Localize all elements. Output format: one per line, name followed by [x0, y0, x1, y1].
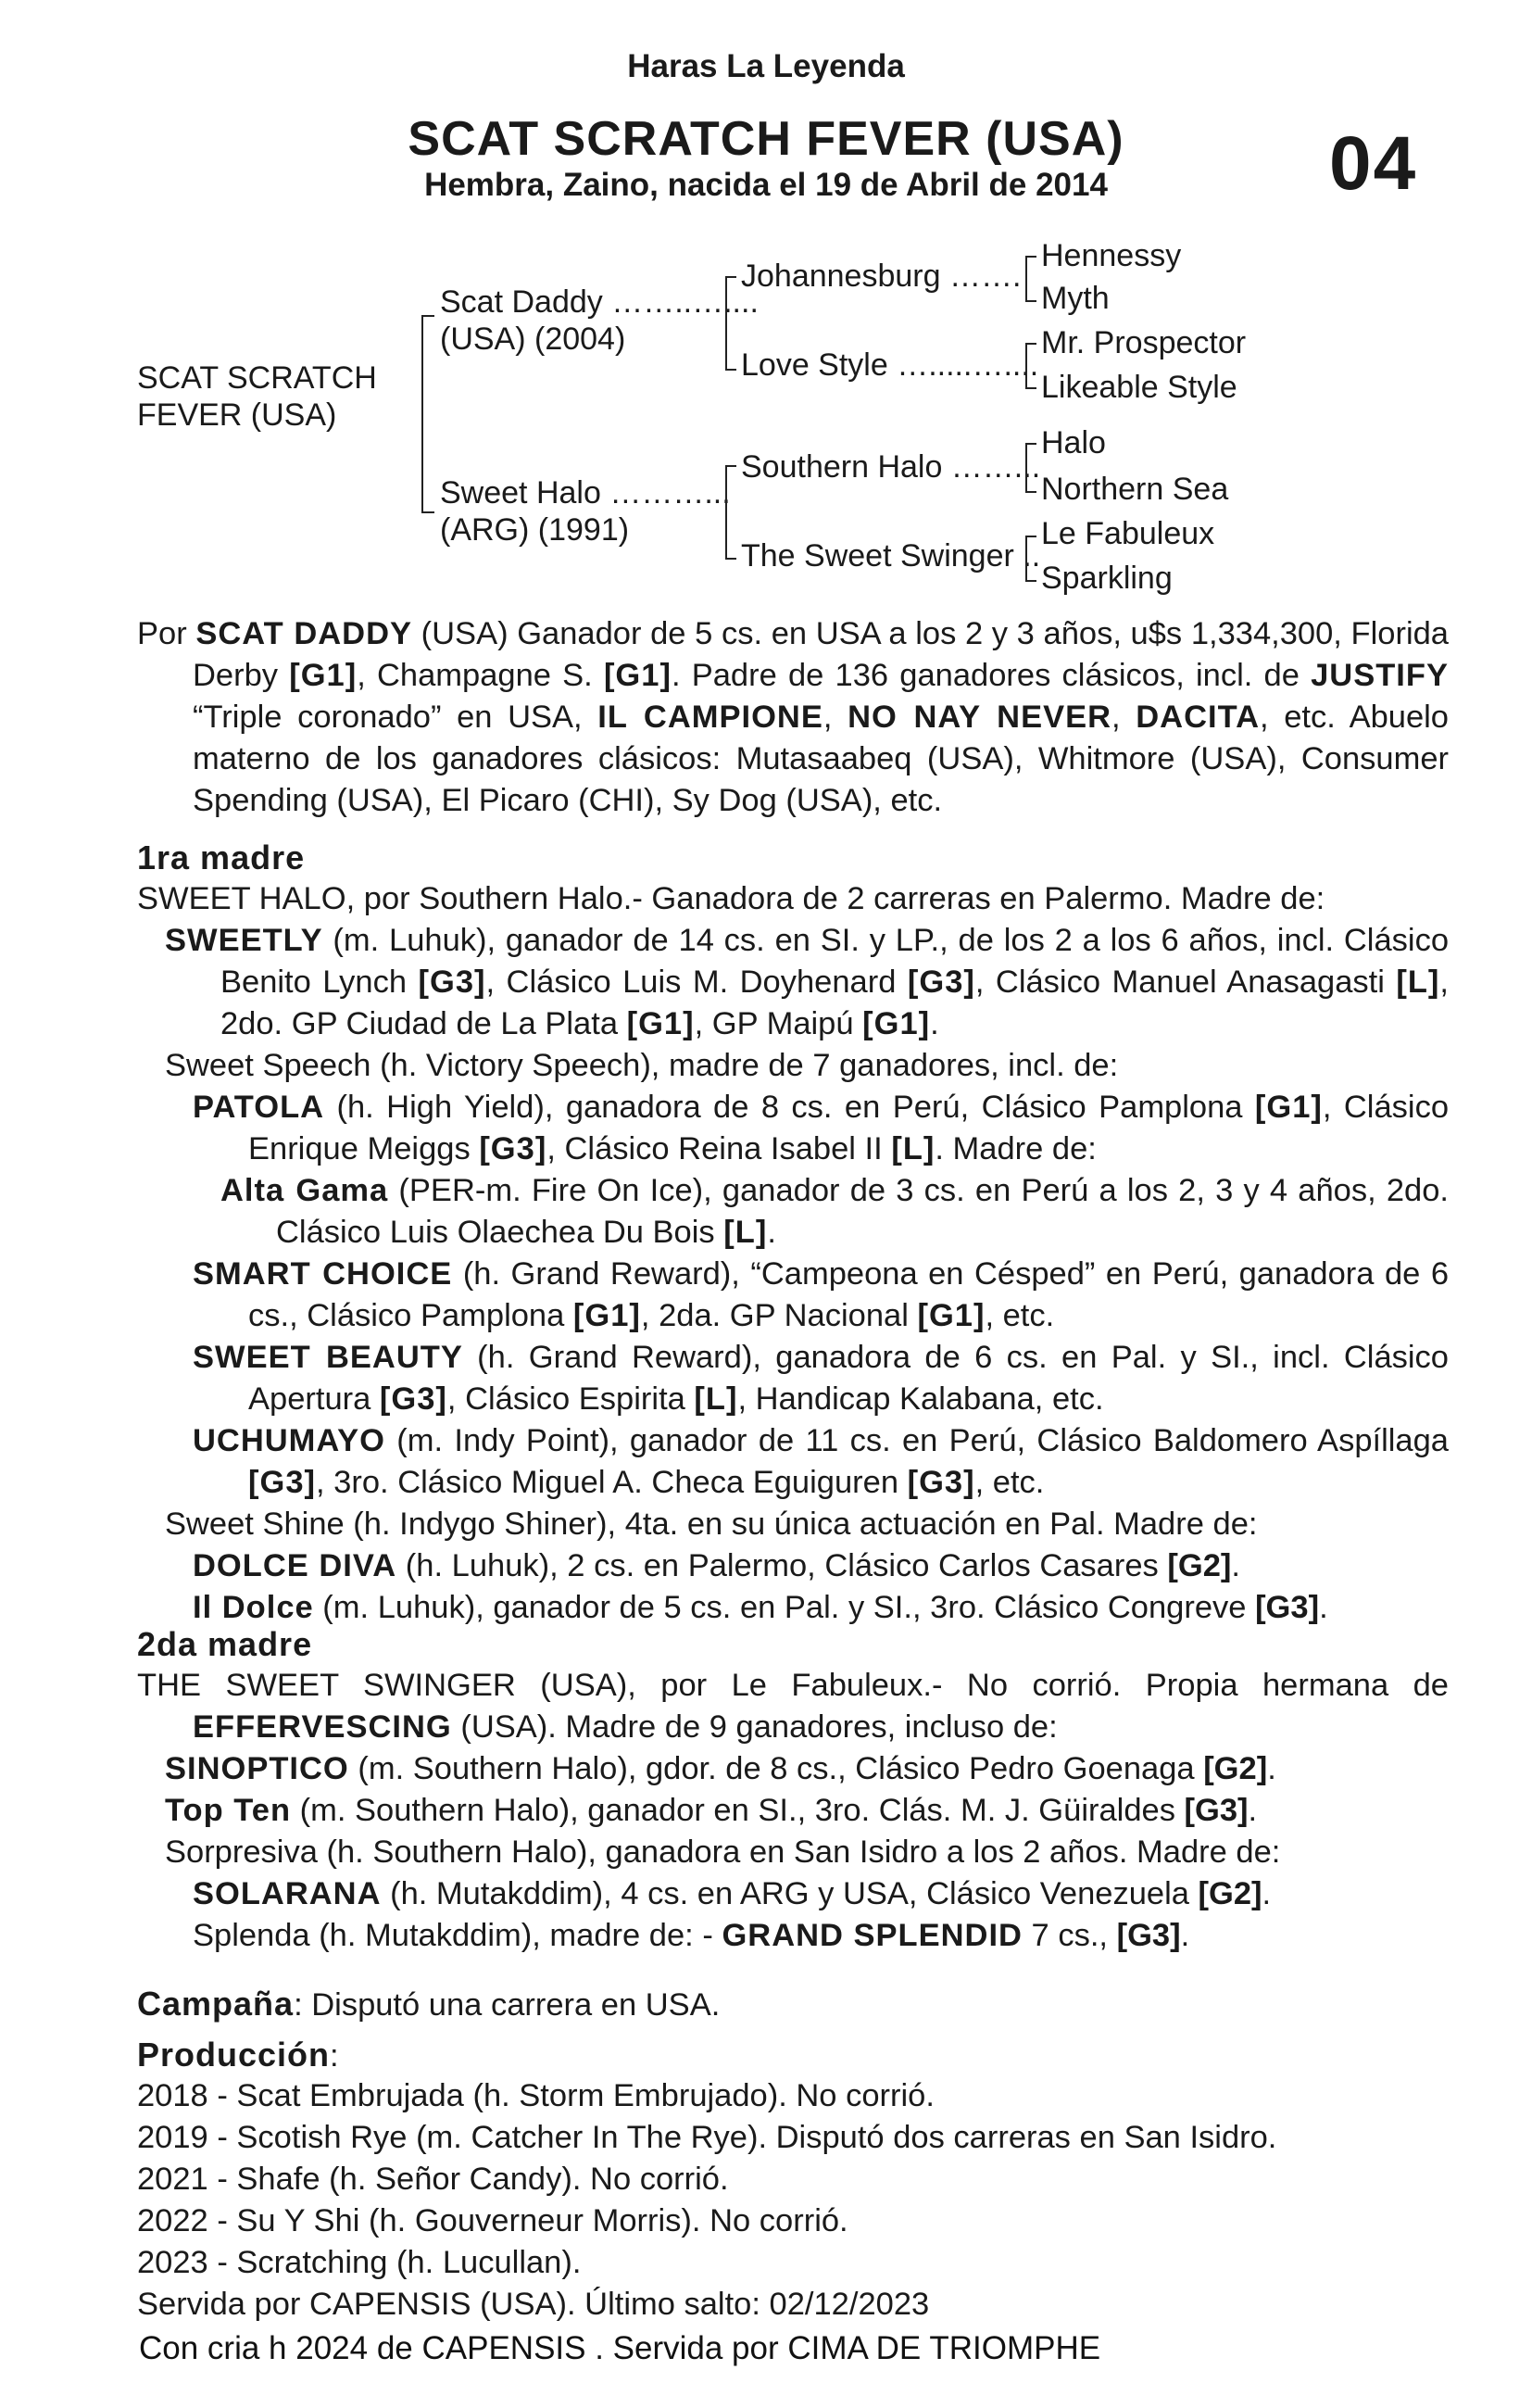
offspring-alta-gama	[220, 1170, 1449, 1254]
second-dam-intro	[137, 1665, 1449, 1748]
entry-text: , 2do. GP Ciudad de La Plata	[220, 964, 1449, 1041]
entry-text: (h. Grand Reward), ganadora de 6 cs. en Pal. y SI., incl. Clásico Apertura	[248, 1340, 1449, 1417]
grade-badge: [G3]	[1184, 1793, 1249, 1828]
entry-text: , Clásico Manuel Anasagasti	[974, 964, 1397, 1000]
sire-text: . Padre de 136 ganadores clásicos, incl. de	[671, 658, 1312, 693]
grade-badge: [G3]	[1116, 1918, 1181, 1953]
entry-text: .	[1180, 1918, 1190, 1953]
sire-name: SCAT DADDY	[195, 616, 413, 651]
offspring-top-ten	[165, 1790, 1257, 1832]
horse-name: EFFERVESCING	[193, 1709, 452, 1745]
production-heading	[137, 2034, 339, 2077]
production-label: Producción	[137, 2036, 331, 2074]
servida-line: Servida por CAPENSIS (USA). Último salto: 02/12/2023	[137, 2287, 930, 2322]
horse-name: SMART CHOICE	[193, 1256, 453, 1292]
entry-text: (m. Southern Halo), ganador en SI., 3ro. Clás. M. J. Güiraldes	[291, 1793, 1185, 1828]
entry-text: . Madre de:	[935, 1131, 1097, 1166]
sorpresiva-entry: Sorpresiva (h. Southern Halo), ganadora en San Isidro a los 2 años. Madre de:	[165, 1834, 1281, 1870]
entry-text: , Clásico Espirita	[446, 1381, 695, 1417]
second-dam-heading: 2da madre	[137, 1625, 313, 1663]
offspring-name: IL CAMPIONE	[597, 700, 823, 735]
horse-name: SWEET BEAUTY	[193, 1340, 463, 1375]
entry-text: , GP Maipú	[694, 1006, 863, 1041]
pedigree-sire-dam: Love Style ….....…....	[741, 347, 1039, 383]
horse-name: SINOPTICO	[165, 1751, 349, 1786]
offspring-solarana	[193, 1873, 1271, 1915]
entry-text: (m. Luhuk), ganador de 5 cs. en Pal. y SI., 3ro. Clásico Congreve	[313, 1590, 1256, 1625]
pedigree-dam-origin: (ARG) (1991)	[440, 512, 630, 548]
offspring-dolce-diva	[193, 1545, 1240, 1587]
grade-badge: [G3]	[1255, 1590, 1320, 1625]
pedigree-bracket-dam	[725, 465, 736, 560]
pedigree-subject-line2: FEVER (USA)	[137, 397, 337, 433]
entry-text: , etc.	[974, 1465, 1045, 1500]
entry-text: .	[930, 1006, 939, 1041]
grade-badge: [G1]	[626, 1006, 695, 1041]
entry-text: .	[1319, 1590, 1328, 1625]
grade-badge: [G3]	[248, 1465, 316, 1500]
horse-name: UCHUMAYO	[193, 1423, 385, 1458]
sire-text: , Champagne S.	[357, 658, 604, 693]
entry-text: .	[1231, 1548, 1240, 1583]
sire-text: , etc. Abuelo materno de los ganadores clásicos: Mutasaabeq (USA), Whitmore (USA), Consumer Spending (USA), El Picaro (CHI), Sy Dog (USA), etc.	[193, 700, 1449, 818]
entry-text: , 3ro. Clásico Miguel A. Checa Eguiguren	[316, 1465, 908, 1500]
production-item: 2018 - Scat Embrujada (h. Storm Embrujado). No corrió.	[137, 2078, 935, 2113]
entry-text: .	[1248, 1793, 1258, 1828]
entry-text: , Clásico Reina Isabel II	[546, 1131, 892, 1166]
entry-text: .	[1267, 1751, 1276, 1786]
grade-badge: [G1]	[572, 1298, 641, 1333]
horse-subtitle: Hembra, Zaino, nacida el 19 de Abril de 2014	[424, 167, 1108, 203]
offspring-il-dolce	[193, 1587, 1328, 1629]
entry-text: , Handicap Kalabana, etc.	[737, 1381, 1104, 1417]
production-item: 2023 - Scratching (h. Lucullan).	[137, 2245, 582, 2280]
offspring-name: DACITA	[1136, 700, 1261, 735]
entry-text: (m. Indy Point), ganador de 11 cs. en Perú, Clásico Baldomero Aspíllaga	[385, 1423, 1449, 1458]
offspring-sweet-beauty	[193, 1337, 1449, 1420]
offspring-uchumayo	[193, 1420, 1449, 1504]
haras-name: Haras La Leyenda	[627, 48, 905, 84]
offspring-sinoptico	[165, 1748, 1276, 1790]
entry-text: (h. High Yield), ganadora de 8 cs. en Perú, Clásico Pamplona	[324, 1090, 1255, 1125]
con-cria-line: Con cria h 2024 de CAPENSIS . Servida por CIMA DE TRIOMPHE	[139, 2330, 1101, 2366]
pedigree-sds: Mr. Prospector	[1041, 325, 1247, 360]
pedigree-ddd: Sparkling	[1041, 561, 1173, 596]
pedigree-sire: Scat Daddy ……..…....	[440, 284, 759, 320]
pedigree-sss: Hennessy	[1041, 238, 1182, 273]
offspring-sweetly	[165, 920, 1449, 1045]
entry-text: , etc.	[985, 1298, 1055, 1333]
production-item: 2019 - Scotish Rye (m. Catcher In The Rye). Disputó dos carreras en San Isidro.	[137, 2120, 1277, 2155]
entry-text: (h. Grand Reward), “Campeona en Césped” en Perú, ganadora de 6 cs., Clásico Pamplona	[248, 1256, 1450, 1333]
entry-text: THE SWEET SWINGER (USA), por Le Fabuleux.- No corrió. Propia hermana de	[137, 1668, 1449, 1703]
first-dam-heading: 1ra madre	[137, 838, 306, 876]
grade-badge: [G1]	[289, 658, 358, 693]
production-item: 2021 - Shafe (h. Señor Candy). No corrió.	[137, 2162, 729, 2197]
pedigree-subject-line1: SCAT SCRATCH	[137, 360, 377, 396]
grade-badge: [L]	[1396, 964, 1440, 1000]
entry-text: 7 cs.,	[1022, 1918, 1117, 1953]
grade-badge: [G3]	[379, 1381, 447, 1417]
pedigree-sdd: Likeable Style	[1041, 370, 1237, 405]
grade-badge: [G1]	[917, 1298, 986, 1333]
horse-title: SCAT SCRATCH FEVER (USA)	[408, 112, 1124, 166]
sire-text: ,	[823, 700, 848, 735]
pedigree-bracket-ss	[1025, 256, 1036, 302]
offspring-name: NO NAY NEVER	[848, 700, 1112, 735]
splenda-entry	[193, 1915, 1189, 1957]
pedigree-dsd: Northern Sea	[1041, 472, 1229, 507]
horse-name: Alta Gama	[220, 1173, 389, 1208]
grade-badge: [G1]	[603, 658, 672, 693]
grade-badge: [G1]	[1254, 1090, 1323, 1125]
horse-name: GRAND SPLENDID	[722, 1918, 1023, 1953]
entry-text: .	[767, 1215, 776, 1250]
grade-badge: [G3]	[418, 964, 486, 1000]
pedigree-ssd: Myth	[1041, 281, 1110, 316]
grade-badge: [G3]	[479, 1131, 547, 1166]
pedigree-bracket-gen1	[421, 315, 434, 513]
entry-text: .	[1262, 1876, 1272, 1911]
entry-text: (h. Luhuk), 2 cs. en Palermo, Clásico Carlos Casares	[396, 1548, 1168, 1583]
sire-paragraph	[137, 613, 1449, 822]
sire-text: Por	[137, 616, 196, 651]
campaign-label: Campaña	[137, 1985, 295, 2023]
entry-text: , Clásico Luis M. Doyhenard	[485, 964, 908, 1000]
pedigree-bracket-sd	[1025, 343, 1036, 389]
grade-badge: [L]	[891, 1131, 936, 1166]
sweet-shine-entry: Sweet Shine (h. Indygo Shiner), 4ta. en su única actuación en Pal. Madre de:	[165, 1507, 1258, 1542]
campaign-text: : Disputó una carrera en USA.	[294, 1987, 721, 2023]
horse-name: DOLCE DIVA	[193, 1548, 397, 1583]
offspring-smart-choice	[193, 1254, 1449, 1337]
offspring-name: JUSTIFY	[1311, 658, 1449, 693]
grade-badge: [G3]	[907, 1465, 975, 1500]
pedigree-sire-sire: Johannesburg …….	[741, 258, 1022, 294]
grade-badge: [G2]	[1167, 1548, 1232, 1583]
entry-text: (h. Mutakddim), 4 cs. en ARG y USA, Clásico Venezuela	[381, 1876, 1199, 1911]
offspring-patola	[193, 1087, 1449, 1170]
pedigree-dss: Halo	[1041, 425, 1106, 460]
pedigree-dds: Le Fabuleux	[1041, 516, 1215, 551]
pedigree-sire-origin: (USA) (2004)	[440, 321, 626, 357]
horse-name: SOLARANA	[193, 1876, 382, 1911]
grade-badge: [L]	[694, 1381, 738, 1417]
entry-text: (m. Luhuk), ganador de 14 cs. en SI. y LP., de los 2 a los 6 años, incl. Clásico Benito Lynch	[220, 923, 1449, 1000]
pedigree-dam-sire: Southern Halo ……...	[741, 449, 1041, 485]
sire-text: “Triple coronado” en USA,	[193, 700, 598, 735]
grade-badge: [G2]	[1203, 1751, 1268, 1786]
grade-badge: [L]	[723, 1215, 768, 1250]
horse-name: PATOLA	[193, 1090, 325, 1125]
entry-text: Splenda (h. Mutakddim), madre de: -	[193, 1918, 722, 1953]
grade-badge: [G2]	[1198, 1876, 1262, 1911]
entry-text: , Clásico Enrique Meiggs	[248, 1090, 1450, 1166]
horse-name: SWEETLY	[165, 923, 323, 958]
pedigree-bracket-dd	[1025, 536, 1036, 582]
production-item: 2022 - Su Y Shi (h. Gouverneur Morris). No corrió.	[137, 2203, 848, 2238]
sire-text: ,	[1111, 700, 1136, 735]
entry-text: , 2da. GP Nacional	[640, 1298, 918, 1333]
sweet-speech-entry: Sweet Speech (h. Victory Speech), madre de 7 ganadores, incl. de:	[165, 1048, 1119, 1083]
production-colon: :	[330, 2038, 339, 2074]
sire-text: (USA) Ganador de 5 cs. en USA a los 2 y 3 años, u$s 1,334,300, Florida Derby	[193, 616, 1449, 693]
horse-name: Il Dolce	[193, 1590, 314, 1625]
first-dam-intro: SWEET HALO, por Southern Halo.- Ganadora de 2 carreras en Palermo. Madre de:	[137, 881, 1325, 916]
pedigree-bracket-sire	[725, 276, 736, 371]
entry-text: (USA). Madre de 9 ganadores, incluso de:	[451, 1709, 1058, 1745]
pedigree-dam: Sweet Halo ………...	[440, 475, 731, 511]
pedigree-bracket-ds	[1025, 443, 1036, 493]
entry-text: (PER-m. Fire On Ice), ganador de 3 cs. en Perú a los 2, 3 y 4 años, 2do. Clásico Luis Olaechea Du Bois	[276, 1173, 1449, 1250]
horse-name: Top Ten	[165, 1793, 292, 1828]
entry-text: (m. Southern Halo), gdor. de 8 cs., Clásico Pedro Goenaga	[348, 1751, 1204, 1786]
grade-badge: [G1]	[862, 1006, 931, 1041]
campaign-line	[137, 1983, 720, 2026]
pedigree-dam-dam: The Sweet Swinger ..	[741, 538, 1041, 574]
lot-number: 04	[1329, 121, 1418, 206]
grade-badge: [G3]	[907, 964, 975, 1000]
